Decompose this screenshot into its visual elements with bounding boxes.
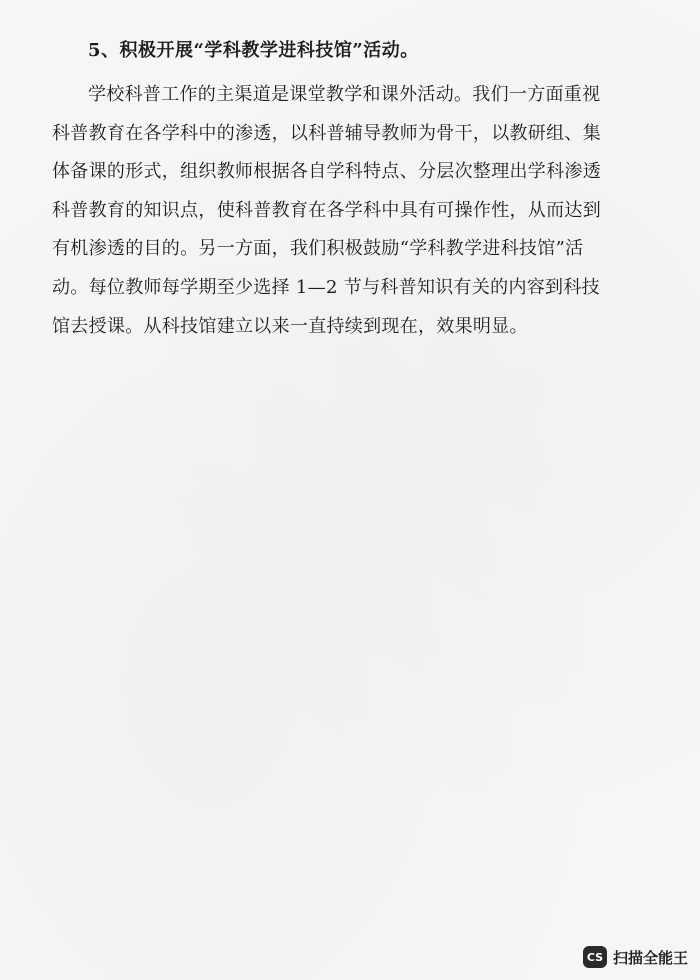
paragraph-line: 有机渗透的目的。另一方面，我们积极鼓励“学科教学进科技馆”活 bbox=[52, 238, 584, 260]
paragraph-line: 体备课的形式，组织教师根据各自学科特点、分层次整理出学科渗透 bbox=[52, 161, 601, 183]
paragraph-line: 馆去授课。从科技馆建立以来一直持续到现在，效果明显。 bbox=[52, 315, 528, 337]
paragraph-line: 科普教育的知识点，使科普教育在各学科中具有可操作性，从而达到 bbox=[52, 199, 601, 221]
section-heading: 5、积极开展“学科教学进科技馆”活动。 bbox=[88, 40, 419, 61]
camscanner-logo-icon: CS bbox=[583, 946, 607, 968]
paragraph-line: 动。每位教师每学期至少选择 1—2 节与科普知识有关的内容到科技 bbox=[52, 276, 600, 298]
camscanner-watermark bbox=[583, 946, 688, 968]
watermark-app-name: 扫描全能王 bbox=[612, 948, 688, 967]
paragraph-line: 科普教育在各学科中的渗透，以科普辅导教师为骨干，以教研组、集 bbox=[52, 122, 601, 144]
body-paragraph bbox=[52, 76, 648, 346]
paragraph-line: 学校科普工作的主渠道是课堂教学和课外活动。我们一方面重视 bbox=[88, 84, 601, 105]
